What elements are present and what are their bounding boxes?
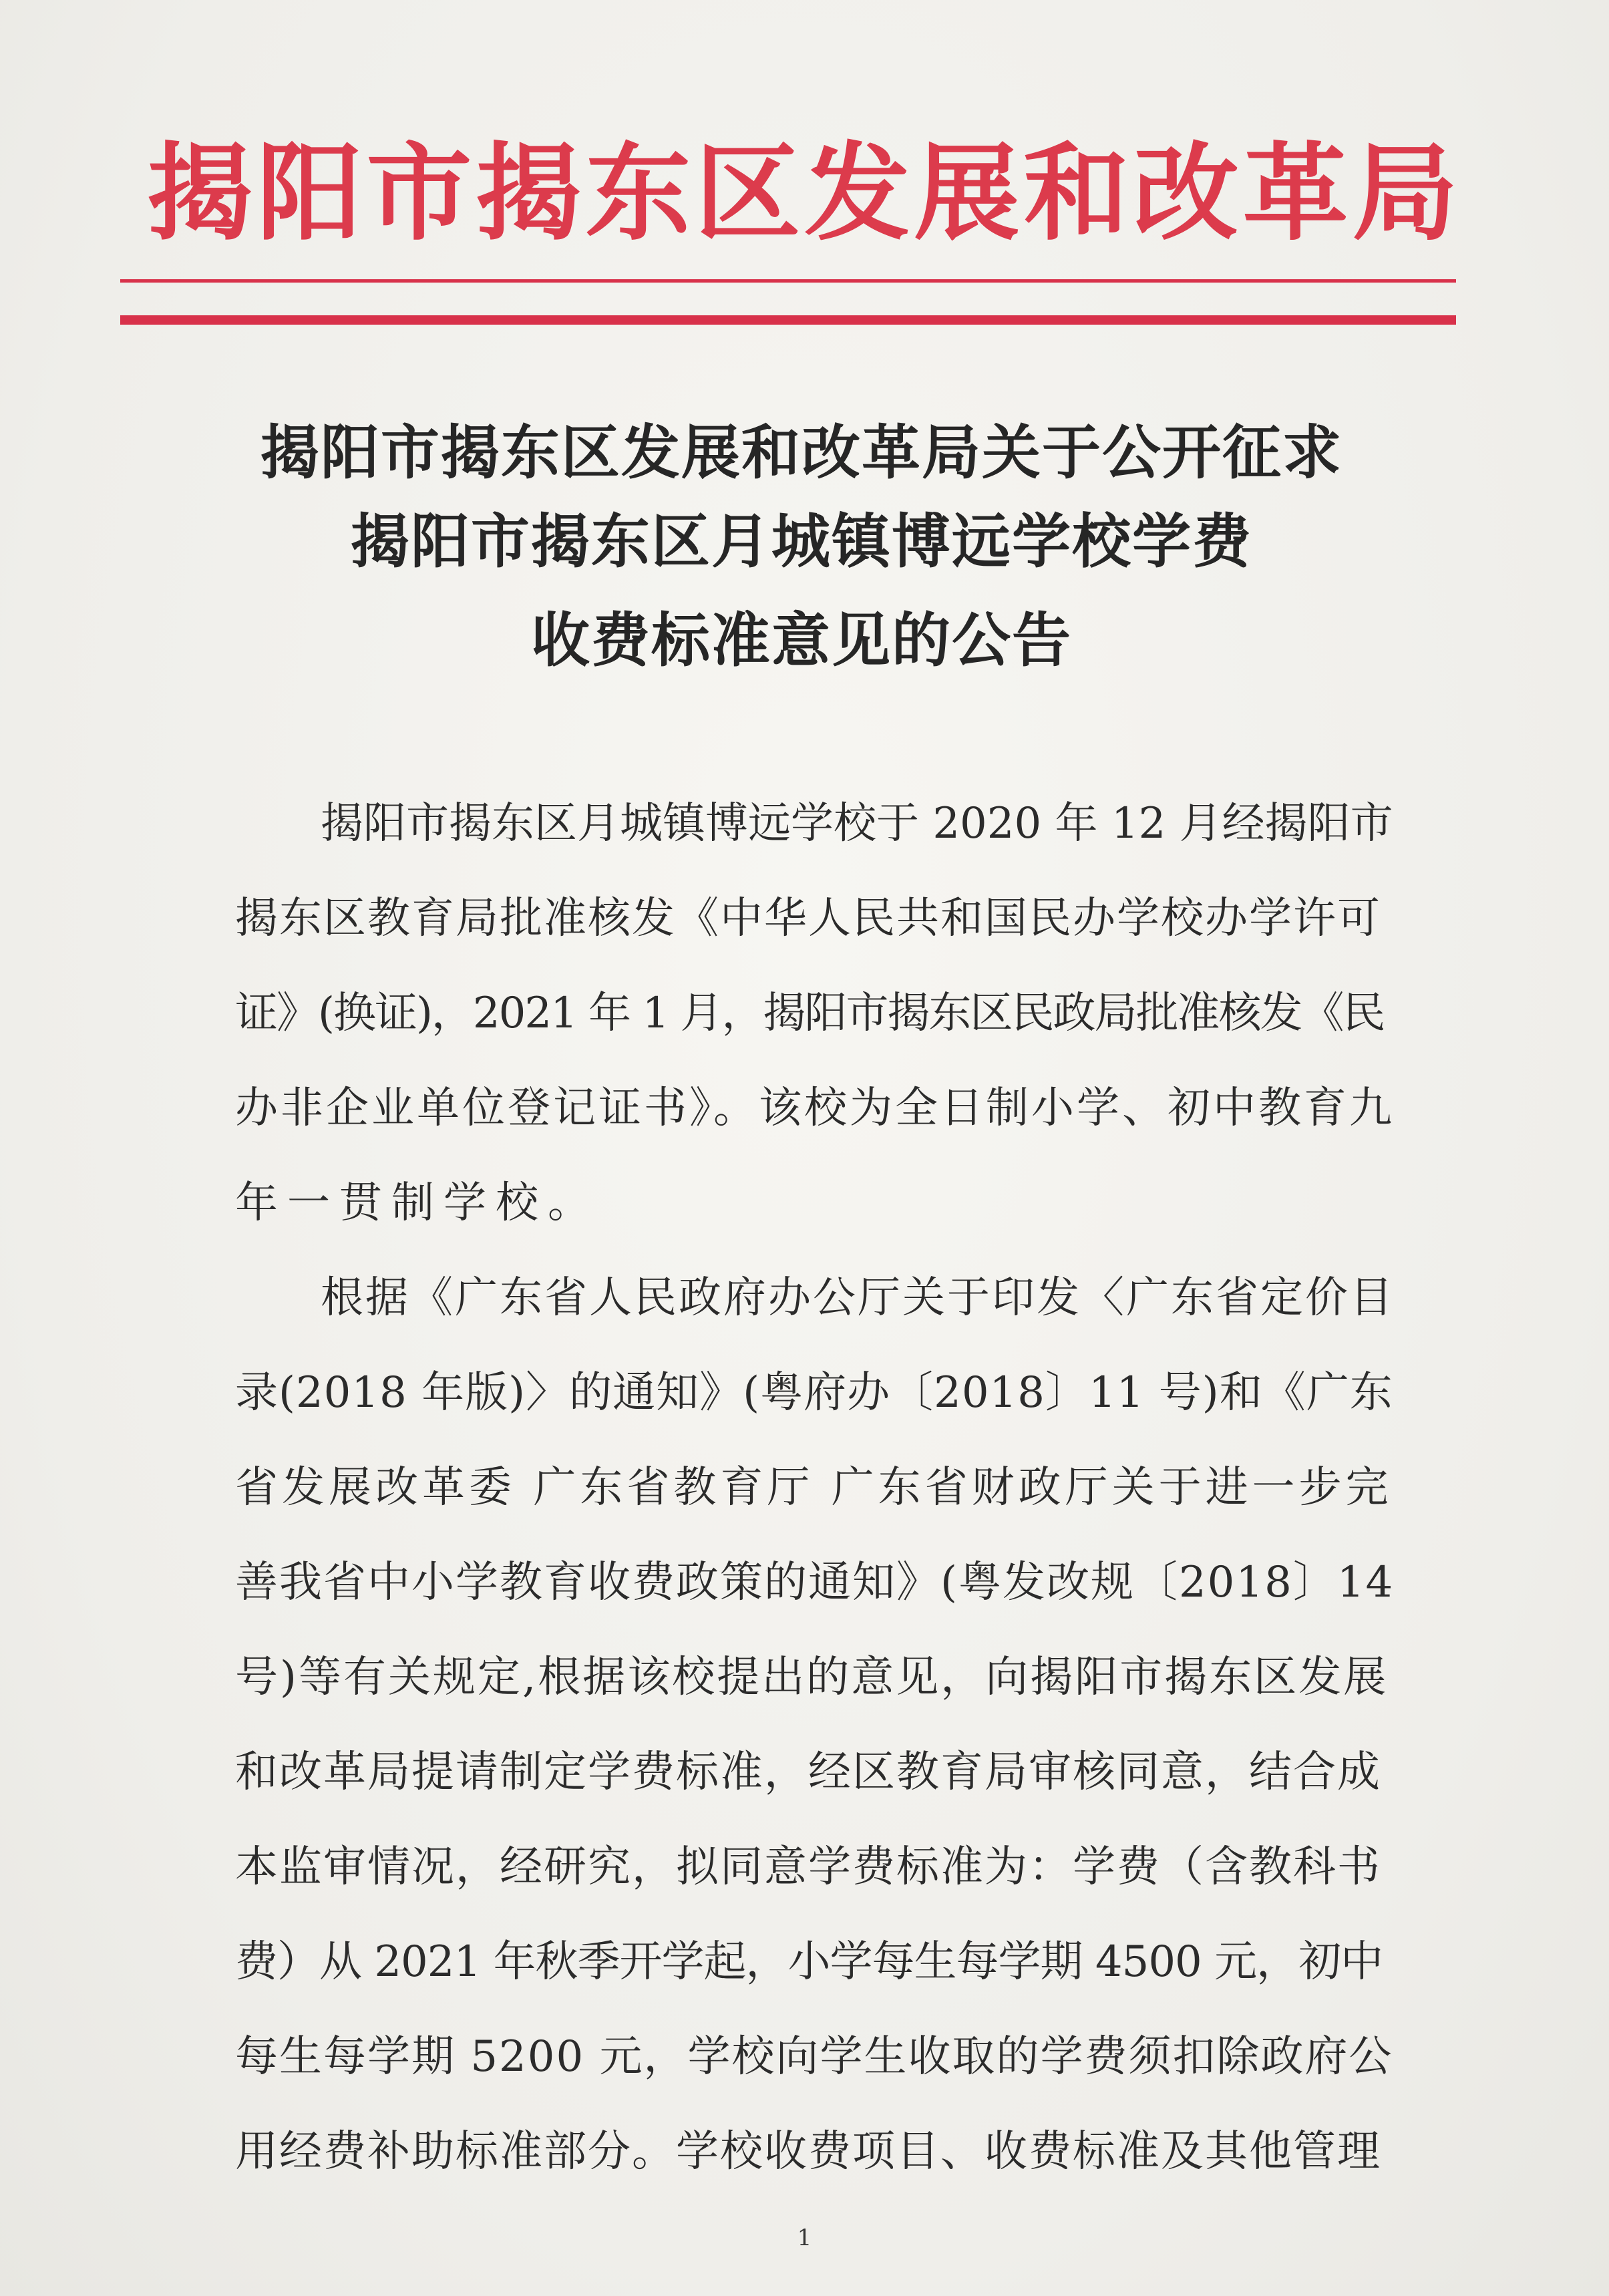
- letterhead-rule-thin: [120, 279, 1456, 283]
- page-number: 1: [797, 2225, 812, 2251]
- body-line: 号)等有关规定,根据该校提出的意见，向揭阳市揭东区发展: [235, 1653, 1389, 1702]
- body-line: 省发展改革委 广东省教育厅 广东省财政厅关于进一步完: [235, 1463, 1393, 1512]
- body-line: 录(2018 年版)〉的通知》(粤府办〔2018〕11 号)和《广东: [235, 1368, 1393, 1418]
- body-line: 善我省中小学教育收费政策的通知》(粤发改规〔2018〕14: [235, 1558, 1395, 1607]
- body-line: 和改革局提请制定学费标准，经区教育局审核同意，结合成: [235, 1748, 1381, 1797]
- notice-title-line-3: 收费标准意见的公告: [530, 606, 1072, 675]
- letterhead-rule-thick: [120, 315, 1456, 325]
- body-line: 根据《广东省人民政府办公厅关于印发〈广东省定价目: [321, 1273, 1395, 1323]
- body-line: 证》(换证)，2021 年 1 月，揭阳市揭东区民政局批准核发《民: [235, 989, 1385, 1038]
- body-line: 揭阳市揭东区月城镇博远学校于 2020 年 12 月经揭阳市: [321, 799, 1393, 848]
- body-line: 办非企业单位登记证书》。该校为全日制小学、初中教育九: [235, 1084, 1395, 1133]
- body-line: 本监审情况，经研究，拟同意学费标准为：学费（含教科书: [235, 1842, 1381, 1892]
- body-line: 揭东区教育局批准核发《中华人民共和国民办学校办学许可: [235, 894, 1381, 943]
- body-line: 每生每学期 5200 元，学校向学生收取的学费须扣除政府公: [235, 2032, 1393, 2082]
- notice-title-line-2: 揭阳市揭东区月城镇博远学校学费: [350, 507, 1252, 576]
- body-line: 费）从 2021 年秋季开学起，小学每生每学期 4500 元，初中: [235, 1937, 1383, 1987]
- notice-title-line-1: 揭阳市揭东区发展和改革局关于公开征求: [260, 418, 1343, 487]
- letterhead-org-name: 揭阳市揭东区发展和改革局: [147, 132, 1462, 255]
- body-line: 用经费补助标准部分。学校收费项目、收费标准及其他管理: [235, 2127, 1381, 2176]
- body-line: 年一贯制学校。: [235, 1178, 600, 1228]
